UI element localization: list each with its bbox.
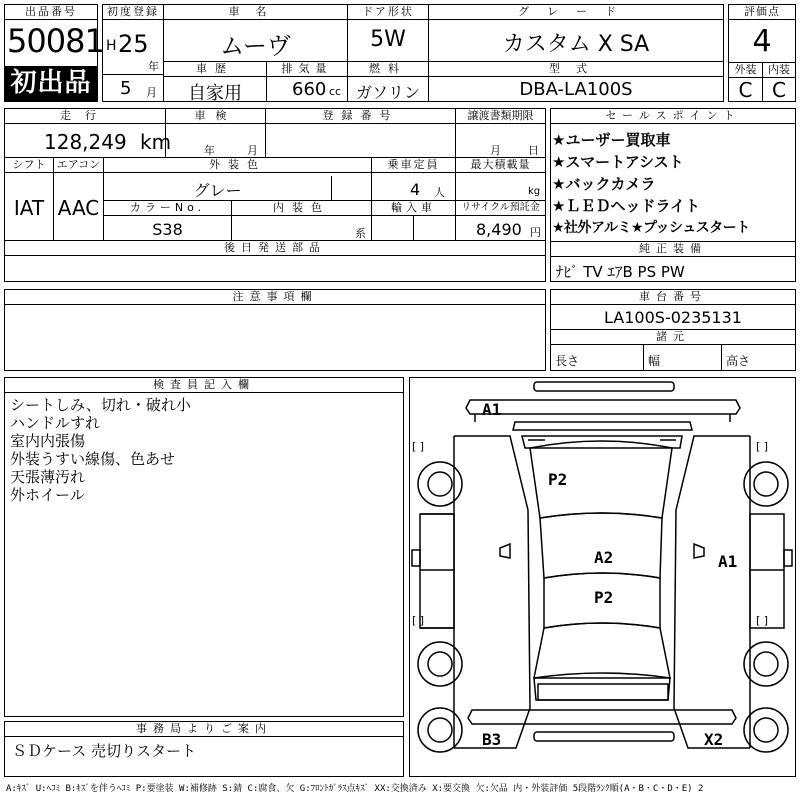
recycle-label: リサイクル預託金	[455, 201, 545, 216]
sales-point: ★スマートアシスト	[552, 153, 684, 171]
load-label: 最大積載量	[455, 158, 545, 173]
displacement-label: 排気量	[267, 62, 347, 77]
recycle-fee: 8,490	[476, 220, 522, 239]
capacity-unit: 人	[434, 186, 445, 199]
exterior-label: 外装	[729, 63, 762, 78]
chassis-label: 車台番号	[551, 290, 795, 305]
damage-mark: P2	[594, 588, 614, 607]
lot-no-label: 出品番号	[5, 5, 97, 20]
sales-point: ★社外アルミ★プッシュスタート	[552, 220, 750, 236]
first-listing-badge: 初出品	[5, 66, 97, 101]
sales-point: ★ＬＥＤヘッドライト	[552, 197, 700, 215]
damage-mark: A1	[718, 552, 738, 571]
equipment-label: 純正装備	[551, 242, 795, 257]
chassis-number: LA100S-0235131	[604, 308, 742, 327]
inspector-note: 天張薄汚れ	[10, 468, 86, 486]
car-outline-svg	[410, 378, 795, 776]
interior-grade: C	[772, 78, 786, 102]
legend: A:ｷｽﾞ U:ﾍｺﾐ B:ｷｽﾞを伴うﾍｺﾐ P:要塗装 W:補修跡 S:錆 C:腐食、欠 G:ﾌﾛﾝﾄｶﾞﾗｽ点ｷｽﾞ XX:交換済み X:要交換 欠:欠品 内・外装評価 5段階ﾗﾝｸ順(A・B・C・D・E) 2	[6, 784, 704, 794]
bracket-left-lower: [ ]	[412, 614, 425, 627]
exterior-color: グレー	[193, 181, 242, 200]
fuel: ガソリン	[355, 83, 420, 102]
inspector-label: 検査員記入欄	[5, 378, 403, 393]
interior-color-unit: 系	[355, 227, 366, 240]
score-label: 評価点	[729, 5, 795, 20]
damage-mark: A2	[594, 548, 614, 567]
air-conditioner: AAC	[57, 196, 100, 220]
reg-year: 25	[118, 30, 149, 58]
inspection-year-unit: 年	[204, 144, 215, 157]
door-type: 5W	[370, 27, 406, 52]
transfer-label: 譲渡書類期限	[455, 109, 545, 124]
model: DBA-LA100S	[519, 79, 633, 100]
displacement-unit: cc	[329, 85, 342, 98]
width-label: 幅	[648, 354, 661, 368]
bracket-right-lower: [ ]	[756, 614, 769, 627]
interior-color-label: 内装色	[231, 201, 371, 216]
grade: カスタム X SA	[502, 32, 650, 57]
first-registration-label: 初度登録	[103, 5, 163, 20]
load-unit: kg	[528, 186, 541, 197]
shift-label: シフト	[5, 158, 53, 173]
fuel-label: 燃料	[348, 62, 428, 77]
inspector-note: 外装うすい線傷、色あせ	[10, 450, 176, 468]
exterior-grade: C	[738, 78, 753, 102]
inspection-label: 車検	[165, 109, 265, 124]
office-message: ＳＤケース 売切りスタート	[12, 742, 197, 760]
car-name-label: 車名	[164, 5, 347, 20]
notes-label: 注意事項欄	[5, 290, 545, 305]
shift: IAT	[13, 196, 45, 220]
inspector-note: ハンドルすれ	[10, 414, 101, 432]
mileage: 128,249	[44, 130, 127, 154]
reg-month: 5	[120, 78, 132, 99]
later-parts-label: 後日発送部品	[5, 241, 545, 256]
equipment: ﾅﾋﾞ TV ｴｱB PS PW	[556, 263, 685, 281]
damage-mark: X2	[704, 730, 724, 749]
import-label: 輸入車	[371, 201, 455, 216]
color-number: S38	[152, 220, 183, 239]
color-no-label: カラーNo.	[104, 201, 231, 216]
history-label: 車歴	[164, 62, 266, 77]
inspector-note: 外ホイール	[10, 486, 85, 504]
damage-mark: B3	[482, 730, 502, 749]
sales-point: ★ユーザー買取車	[552, 131, 671, 149]
lot-number: 50081	[7, 22, 104, 60]
reg-year-unit: 年	[148, 60, 159, 73]
sales-point: ★バックカメラ	[552, 175, 656, 193]
score-value: 4	[752, 24, 772, 59]
capacity: 4	[410, 180, 421, 199]
recycle-unit: 円	[530, 226, 541, 239]
inspector-note: シートしみ、切れ・破れ小	[10, 396, 191, 414]
spec-label: 諸元	[551, 330, 795, 345]
height-label: 高さ	[726, 354, 751, 368]
interior-label: 内装	[762, 63, 795, 78]
color-label: 外装色	[103, 158, 371, 173]
inspection-month-unit: 月	[247, 144, 258, 157]
car-name: ムーヴ	[220, 32, 291, 60]
transfer-day-unit: 日	[528, 144, 539, 157]
sales-points-label: セールスポイント	[551, 109, 795, 124]
reg-month-unit: 月	[146, 86, 157, 99]
office-label: 事務局よりご案内	[5, 722, 403, 737]
damage-mark: A1	[482, 400, 502, 419]
damage-mark: P2	[548, 470, 568, 489]
bracket-right-upper: [ ]	[756, 440, 769, 453]
ac-label: エアコン	[53, 158, 103, 173]
reg-no-label: 登録番号	[265, 109, 455, 124]
bracket-left-upper: [ ]	[412, 440, 425, 453]
history: 自家用	[188, 83, 242, 104]
capacity-label: 乗車定員	[371, 158, 455, 173]
inspector-notes	[10, 396, 191, 504]
length-label: 長さ	[555, 354, 580, 368]
door-label: ドア形状	[348, 5, 428, 20]
sales-points-list	[552, 129, 796, 239]
displacement: 660	[292, 79, 327, 100]
inspector-note: 室内内張傷	[10, 432, 86, 450]
era-letter: H	[106, 38, 117, 54]
grade-label: グレード	[429, 5, 723, 20]
transfer-month-unit: 月	[490, 144, 501, 157]
model-label: 型式	[429, 62, 723, 77]
car-diagram	[409, 377, 796, 777]
mileage-label: 走行	[5, 109, 165, 124]
mileage-unit: km	[140, 130, 172, 154]
